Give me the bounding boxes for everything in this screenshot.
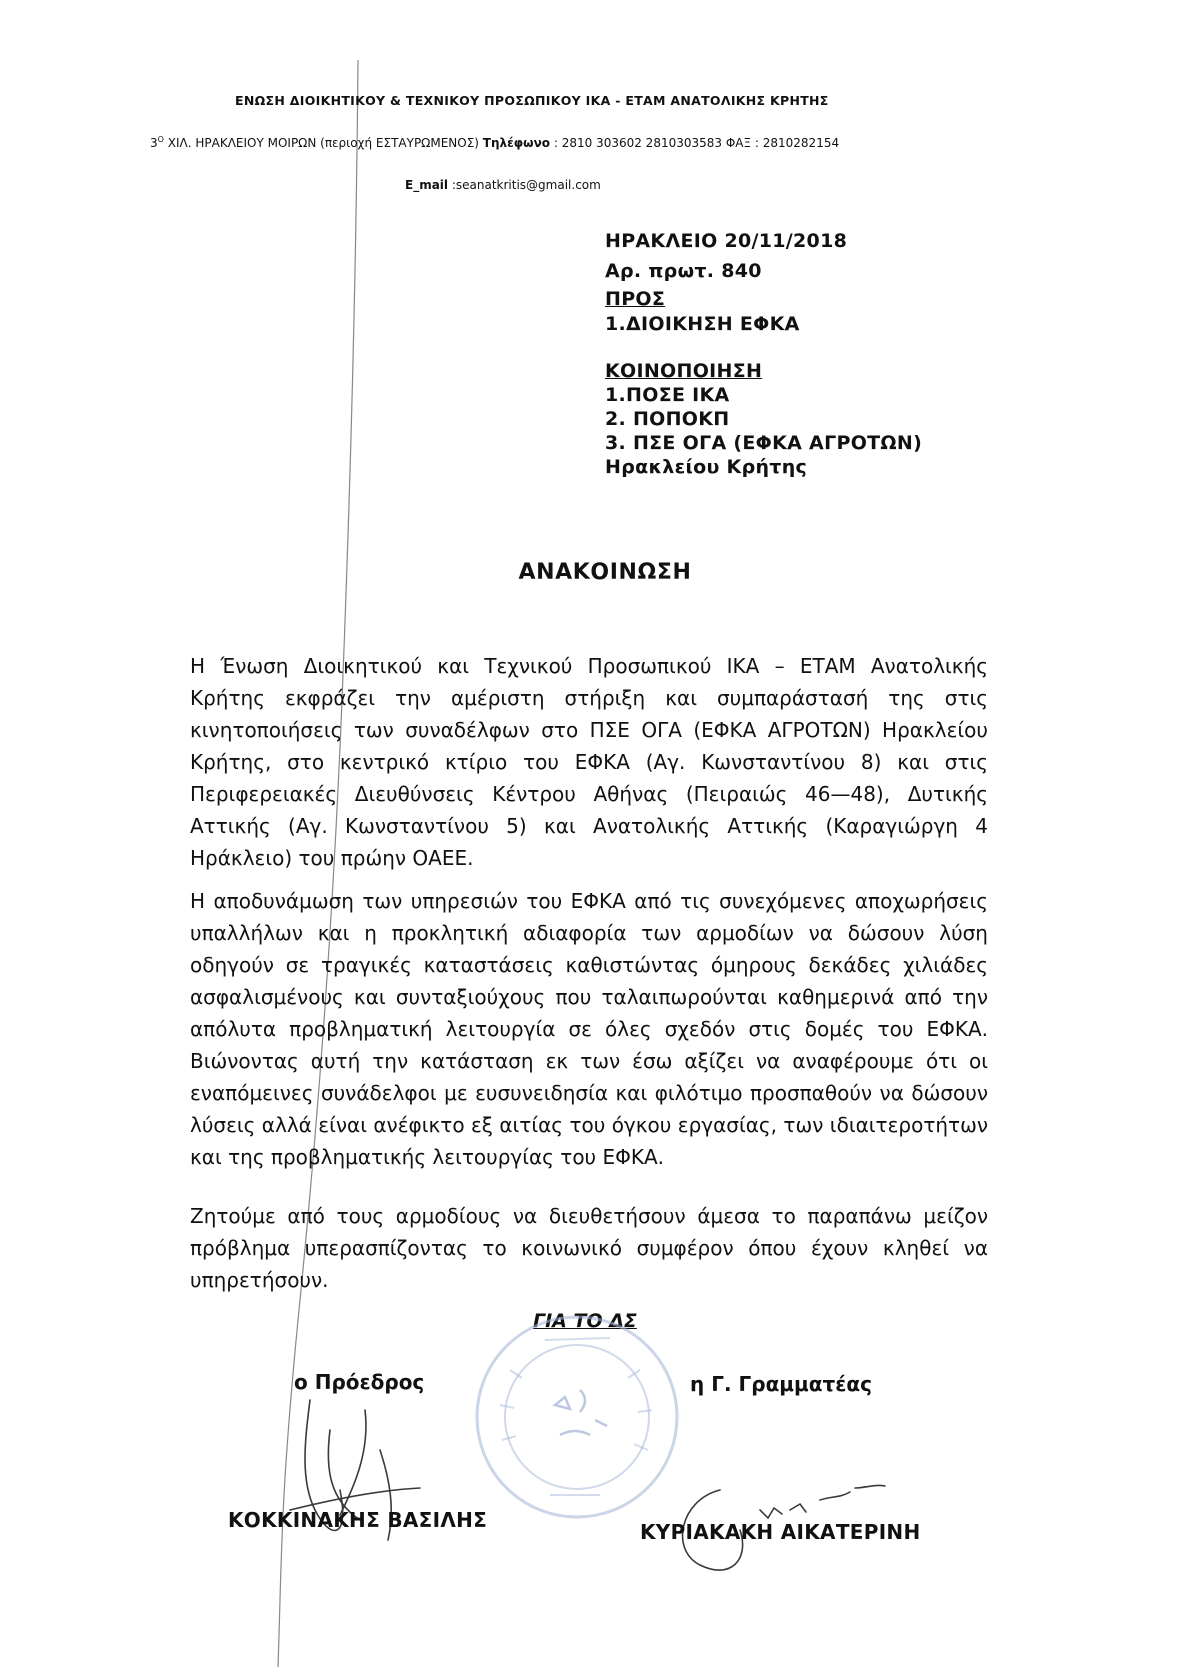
phone-value: : 2810 303602 2810303583 ΦΑΞ : 2810282154 bbox=[550, 136, 840, 150]
cc-item: 3. ΠΣΕ ΟΓΑ (ΕΦΚΑ ΑΓΡΟΤΩΝ) bbox=[605, 432, 923, 454]
union-stamp bbox=[470, 1310, 685, 1525]
body-paragraph: Η Ένωση Διοικητικού και Τεχνικού Προσωπικού ΙΚΑ – ΕΤΑΜ Ανατολικής Κρήτης εκφράζει την αμέριστη στήριξη και συμπαράστασή της στις κινητοποιήσεις των συναδέλφων στο ΠΣΕ ΟΓΑ (ΕΦΚΑ ΑΓΡΟΤΩΝ) Ηρακλείου Κρήτης, στο κεντρικό κτίριο του ΕΦΚΑ (Αγ. Κωνσταντίνου 8) και στις Περιφερειακές Διευθύνσεις Κέντρου Αθήνας (Πειραιώς 46—48), Δυτικής Αττικής (Αγ. Κωνσταντίνου 5) και Ανατολικής Αττικής (Καραγιώργη 4 Ηράκλειο) του πρώην ΟΑΕΕ. bbox=[190, 654, 988, 870]
body-paragraph: Η αποδυνάμωση των υπηρεσιών του ΕΦΚΑ από τις συνεχόμενες αποχωρήσεις υπαλλήλων και η προκλητική αδιαφορία των αρμοδίων να δώσουν λύση οδηγούν σε τραγικές καταστάσεις καθιστώντας όμηρους δεκάδες χιλιάδες ασφαλισμένους και συνταξιούχους που ταλαιπωρούνται καθημερινά από την απόλυτα προβληματική λειτουργία σε όλες σχεδόν στις δομές του ΕΦΚΑ. Βιώνοντας αυτή την κατάσταση εκ των έσω αξίζει να αναφέρουμε ότι οι εναπόμεινες συνάδελφοι με ευσυνειδησία και φιλότιμο προσπαθούν να δώσουν λύσεις αλλά είναι ανέφικτο εξ αιτίας του όγκου εργασίας, των ιδιαιτεροτήτων και της προβληματικής λειτουργίας του ΕΦΚΑ. bbox=[190, 889, 988, 1169]
secretary-name: ΚΥΡΙΑΚΑΚΗ ΑΙΚΑΤΕΡΙΝΗ bbox=[640, 1520, 921, 1544]
organization-name: ΕΝΩΣΗ ΔΙΟΙΚΗΤΙΚΟΥ & ΤΕΧΝΙΚΟΥ ΠΡΟΣΩΠΙΚΟΥ ΙΚΑ - ΕΤΑΜ ΑΝΑΤΟΛΙΚΗΣ ΚΡΗΤΗΣ bbox=[235, 93, 829, 108]
address-superscript: O bbox=[157, 135, 164, 144]
email-value: :seanatkritis@gmail.com bbox=[448, 178, 601, 192]
secretary-role: η Γ. Γραμματέας bbox=[690, 1372, 872, 1396]
place-date: ΗΡΑΚΛΕΙΟ 20/11/2018 bbox=[605, 230, 848, 252]
phone-label: Τηλέφωνο bbox=[482, 136, 551, 150]
to-item: 1.ΔΙΟΙΚΗΣΗ ΕΦΚΑ bbox=[605, 313, 800, 335]
to-label: ΠΡΟΣ bbox=[605, 288, 666, 310]
organization-email bbox=[405, 178, 601, 192]
for-board-label: ΓΙΑ ΤΟ ΔΣ bbox=[533, 1310, 637, 1332]
cc-item: 2. ΠΟΠΟΚΠ bbox=[605, 408, 730, 430]
address-number: 3 bbox=[150, 136, 158, 150]
organization-address bbox=[150, 135, 839, 150]
president-name: ΚΟΚΚΙΝΑΚΗΣ ΒΑΣΙΛΗΣ bbox=[228, 1508, 488, 1532]
cc-label: ΚΟΙΝΟΠΟΙΗΣΗ bbox=[605, 360, 763, 382]
body-paragraph: Ζητούμε από τους αρμοδίους να διευθετήσουν άμεσα το παραπάνω μείζον πρόβλημα υπερασπίζοντας το κοινωνικό συμφέρον όπου έχουν κληθεί να υπηρετήσουν. bbox=[190, 1204, 988, 1292]
cc-item: Ηρακλείου Κρήτης bbox=[605, 456, 808, 478]
cc-item: 1.ΠΟΣΕ ΙΚΑ bbox=[605, 384, 730, 406]
president-signature bbox=[270, 1390, 460, 1560]
protocol-number: Αρ. πρωτ. 840 bbox=[605, 260, 762, 282]
address-text: ΧΙΛ. ΗΡΑΚΛΕΙΟΥ ΜΟΙΡΩΝ (περιοχή ΕΣΤΑΥΡΩΜΕΝΟΣ) bbox=[163, 136, 483, 150]
document-title: ΑΝΑΚΟΙΝΩΣΗ bbox=[518, 560, 692, 585]
email-label: E_mail bbox=[405, 178, 449, 192]
president-role: ο Πρόεδρος bbox=[294, 1370, 425, 1394]
